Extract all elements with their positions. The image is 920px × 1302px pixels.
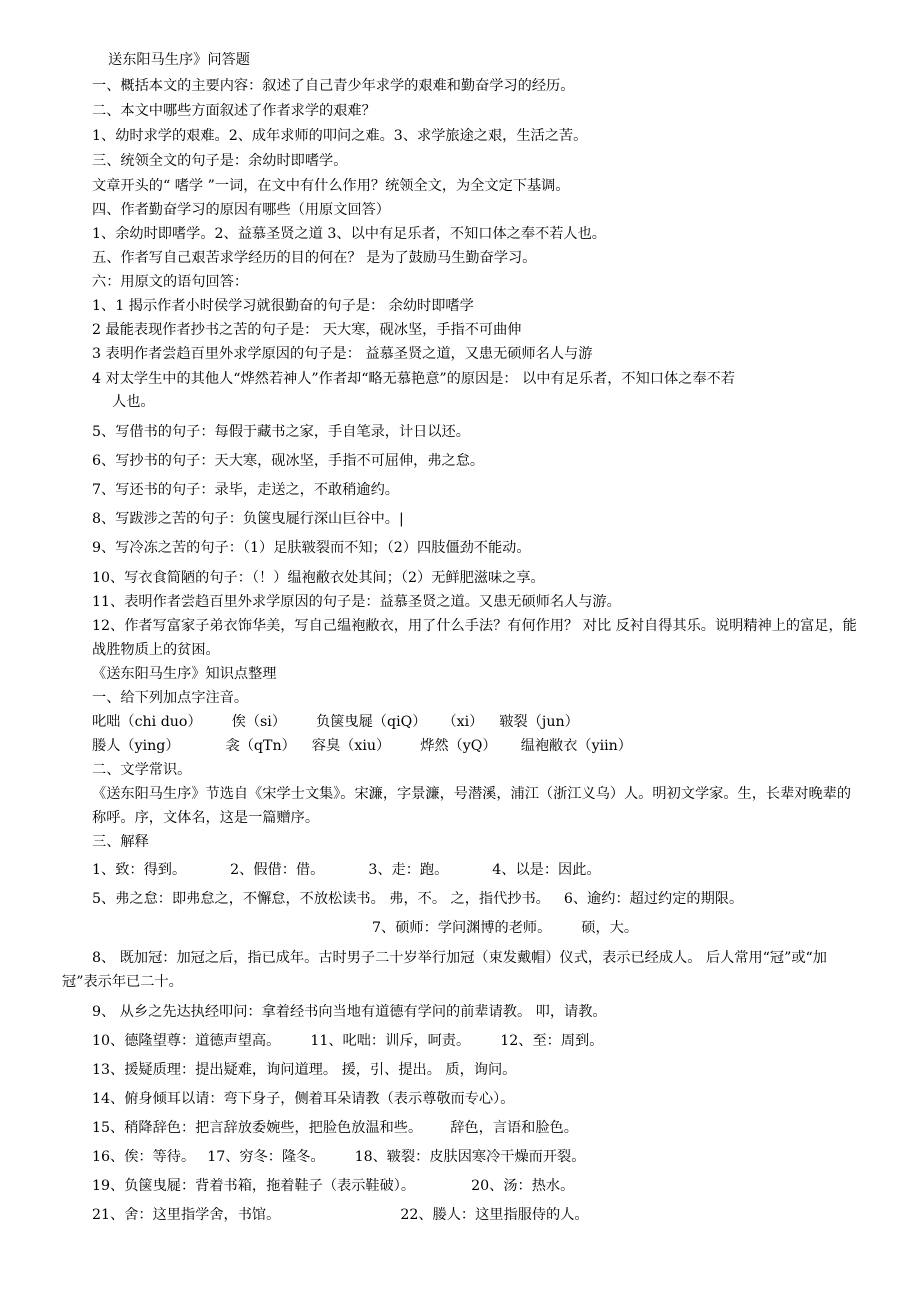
pinyin-item: 缊袍敝衣（yiin） xyxy=(520,738,632,754)
pinyin-item: 俟（si） xyxy=(231,714,287,730)
pinyin-item: （xi） xyxy=(442,714,484,730)
explain-line: 14、俯身倾耳以请：弯下身子，侧着耳朵请教（表示尊敬而专心）。 xyxy=(92,1091,515,1107)
section-heading: 三、解释 xyxy=(92,834,149,850)
qa-line: 文章开头的“ 嗜学 ”一词，在文中有什么作用？统领全文，为全文定下基调。 xyxy=(92,178,570,194)
pinyin-item: 媵人（ying） xyxy=(92,738,180,754)
qa-line: 10、写衣食简陋的句子：（！）缊袍敝衣处其间；（2）无鲜肥滋味之享。 xyxy=(92,570,545,586)
qa-line: 5、写借书的句子：每假于藏书之家，手自笔录，计日以还。 xyxy=(92,424,470,440)
explain-item: 10、德隆望尊：道德声望高。 xyxy=(92,1033,281,1049)
explain-item: 20、汤：热水。 xyxy=(471,1178,575,1194)
qa-line: 4 对太学生中的其他人“烨然若神人”作者却“略无慕艳意”的原因是： 以中有足乐者，不知口体之奉不若 xyxy=(92,371,735,387)
knowledge-title: 《送东阳马生序》知识点整理 xyxy=(92,666,277,682)
qa-line: 一、概括本文的主要内容：叙述了自己青少年求学的艰难和勤奋学习的经历。 xyxy=(92,78,575,94)
explain-paragraph: 8、 既加冠：加冠之后，指已成年。古时男子二十岁举行加冠（束发戴帽）仪式，表示已经成人。 后人常用“冠”或“加冠”表示年已二十。 xyxy=(62,950,827,990)
qa-line: 三、统领全文的句子是：余幼时即嗜学。 xyxy=(92,153,348,169)
explain-line: 9、 从乡之先达执经叩问：拿着经书向当地有道德有学问的前辈请教。 叩，请教。 xyxy=(92,1004,607,1020)
pinyin-item: 衾（qTn） xyxy=(225,738,296,754)
explain-item: 18、皲裂：皮肤因寒冷干燥而开裂。 xyxy=(354,1149,586,1165)
explain-row xyxy=(92,1031,603,1051)
qa-line: 1、幼时求学的艰难。2、成年求师的叩问之难。3、求学旅途之艰，生活之苦。 xyxy=(92,128,588,144)
pinyin-item: 容臭（xiu） xyxy=(311,738,391,754)
explain-item: 辞色，言语和脸色。 xyxy=(450,1120,578,1136)
qa-line: 2 最能表现作者抄书之苦的句子是： 天大寒，砚冰坚，手指不可曲伸 xyxy=(92,322,522,338)
explain-item: 7、硕师：学问渊博的老师。 xyxy=(372,920,552,936)
explain-row xyxy=(92,1147,585,1167)
qa-line: 1、1 揭示作者小时侯学习就很勤奋的句子是： 余幼时即嗜学 xyxy=(92,298,474,314)
explain-item: 12、至：周到。 xyxy=(500,1033,604,1049)
pinyin-item: 负箧曳屣（qiQ） xyxy=(316,714,427,730)
qa-line: 11、表明作者尝趋百里外求学原因的句子是：益慕圣贤之道。又患无硕师名人与游。 xyxy=(92,594,621,610)
explain-item: 5、弗之怠：即弗怠之，不懈怠，不放松读书。 弗，不。 之，指代抄书。 xyxy=(92,891,550,907)
explain-row xyxy=(92,860,601,880)
qa-line: 1、余幼时即嗜学。2、益慕圣贤之道 3、以中有足乐者，不知口体之奉不若人也。 xyxy=(92,226,606,242)
explain-line: 13、援疑质理：提出疑难，询问道理。 援，引、提出。 质，询问。 xyxy=(92,1062,517,1078)
explain-item: 6、逾约：超过约定的期限。 xyxy=(563,891,744,907)
explain-row xyxy=(372,918,638,938)
explain-item: 22、媵人：这里指服侍的人。 xyxy=(400,1207,589,1223)
pinyin-item: 烨然（yQ） xyxy=(420,738,497,754)
explain-item: 21、舍：这里指学舍，书馆。 xyxy=(92,1207,281,1223)
explain-item: 3、走：跑。 xyxy=(368,862,449,878)
section-heading: 一、给下列加点字注音。 xyxy=(92,690,249,706)
pinyin-row xyxy=(92,712,579,732)
pinyin-row xyxy=(92,736,632,756)
qa-line: 9、写冷冻之苦的句子：（1）足肤皲裂而不知；（2）四肢僵劲不能动。 xyxy=(92,540,531,556)
explain-row xyxy=(92,1205,589,1225)
explain-row xyxy=(92,1176,574,1196)
explain-row xyxy=(92,1118,578,1138)
qa-title: 送东阳马生序》问答题 xyxy=(108,52,250,68)
qa-line: 3 表明作者尝趋百里外求学原因的句子是： 益慕圣贤之道，又患无硕师名人与游 xyxy=(92,346,593,362)
pinyin-item: 叱咄（chi duo） xyxy=(92,714,202,730)
explain-item: 1、致：得到。 xyxy=(92,862,187,878)
qa-line: 8、写跋涉之苦的句子：负箧曳屣行深山巨谷中。| xyxy=(92,511,404,527)
qa-line: 五、作者写自己艰苦求学经历的目的何在？ 是为了鼓励马生勤奋学习。 xyxy=(92,250,537,266)
explain-row xyxy=(92,889,743,909)
explain-item: 17、穷冬：隆冬。 xyxy=(207,1149,325,1165)
qa-line: 六：用原文的语句回答： xyxy=(92,274,249,290)
qa-line: 二、本文中哪些方面叙述了作者求学的艰难？ xyxy=(92,103,376,119)
qa-line: 7、写还书的句子：录毕，走送之，不敢稍逾约。 xyxy=(92,482,399,498)
literature-paragraph: 《送东阳马生序》节选自《宋学士文集》。宋濂，字景濂，号潜溪，浦江（浙江义乌）人。明初文学家。生，长辈对晚辈的称呼。序，文体名，这是一篇赠序。 xyxy=(92,786,852,826)
qa-line-continuation: 人也。 xyxy=(112,394,155,410)
explain-item: 4、以是：因此。 xyxy=(492,862,601,878)
qa-line: 6、写抄书的句子：天大寒，砚冰坚，手指不可屈伸，弗之怠。 xyxy=(92,453,485,469)
explain-item: 15、稍降辞色：把言辞放委婉些，把脸色放温和些。 xyxy=(92,1120,423,1136)
pinyin-item: 皲裂（jun） xyxy=(499,714,579,730)
explain-item: 2、假借：借。 xyxy=(230,862,325,878)
qa-line: 四、作者勤奋学习的原因有哪些（用原文回答） xyxy=(92,202,390,218)
explain-item: 16、俟：等待。 xyxy=(92,1149,196,1165)
explain-item: 19、负箧曳屣：背着书箱，拖着鞋子（表示鞋破）。 xyxy=(92,1178,416,1194)
section-heading: 二、文学常识。 xyxy=(92,762,192,778)
qa-paragraph: 12、作者写富家子弟衣饰华美，写自己缊袍敝衣，用了什么手法？有何作用？ 对比 反衬自得其乐。说明精神上的富足，能战胜物质上的贫困。 xyxy=(92,618,857,658)
explain-item: 11、叱咄：训斥，呵责。 xyxy=(310,1033,471,1049)
explain-item: 硕，大。 xyxy=(581,920,639,936)
